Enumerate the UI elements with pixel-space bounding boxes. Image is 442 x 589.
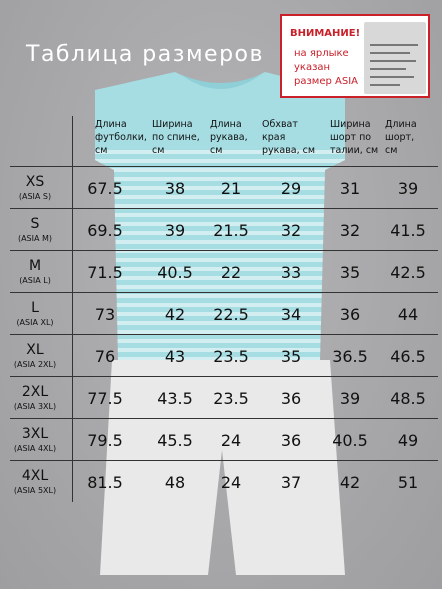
table-cell: 67.5: [87, 179, 123, 198]
table-cell: 42: [339, 473, 361, 492]
row-separator: [10, 460, 438, 461]
column-header-line: по спине,: [152, 132, 200, 143]
table-cell: 35: [339, 263, 361, 282]
table-cell: 24: [220, 431, 242, 450]
table-vertical-divider: [72, 116, 73, 502]
table-cell: 39: [164, 221, 186, 240]
asia-size-label: (ASIA XL): [16, 318, 54, 327]
table-cell: 39: [397, 179, 419, 198]
table-cell: 43.5: [157, 389, 193, 408]
asia-size-label: (ASIA 3XL): [13, 402, 57, 411]
shirt-stripe: [90, 168, 350, 172]
table-cell: 22: [220, 263, 242, 282]
table-cell: 76: [94, 347, 116, 366]
table-cell: 24: [220, 473, 242, 492]
row-separator: [10, 418, 438, 419]
asia-size-notice: [280, 14, 430, 98]
table-cell: 32: [339, 221, 361, 240]
row-separator: [10, 208, 438, 209]
table-cell: 42.5: [390, 263, 426, 282]
column-header-line: Обхват: [262, 119, 298, 130]
asia-size-label: (ASIA L): [19, 276, 51, 285]
table-cell: 73: [94, 305, 116, 324]
table-cell: 38: [164, 179, 186, 198]
column-header-line: края: [262, 132, 286, 143]
table-cell: 36: [280, 431, 302, 450]
table-cell: 21: [220, 179, 242, 198]
shirt-stripe: [90, 213, 350, 217]
size-label: 3XL: [21, 426, 49, 442]
size-label: XS: [25, 174, 45, 190]
shirt-stripe: [90, 258, 350, 262]
table-cell: 36: [280, 389, 302, 408]
table-cell: 31: [339, 179, 361, 198]
column-header-line: рукава, см: [262, 145, 316, 156]
page-title: Таблица размеров: [26, 42, 264, 67]
asia-size-label: (ASIA S): [18, 192, 52, 201]
table-cell: 36.5: [332, 347, 368, 366]
table-cell: 81.5: [87, 473, 123, 492]
asia-size-label: (ASIA 5XL): [13, 486, 57, 495]
notice-line: указан: [294, 62, 331, 73]
table-cell: 29: [280, 179, 302, 198]
table-cell: 77.5: [87, 389, 123, 408]
size-label: XL: [26, 342, 44, 358]
column-header-line: см: [210, 145, 223, 156]
column-header-line: Длина: [210, 119, 242, 130]
table-cell: 44: [397, 305, 419, 324]
column-header-line: талии, см: [330, 145, 379, 156]
shirt-stripe: [90, 240, 350, 244]
table-cell: 46.5: [390, 347, 426, 366]
column-header-line: шорт по: [330, 132, 372, 143]
table-cell: 48: [164, 473, 186, 492]
table-cell: 37: [280, 473, 302, 492]
size-label: 2XL: [21, 384, 49, 400]
column-header-line: см: [385, 145, 398, 156]
table-cell: 49: [397, 431, 419, 450]
table-cell: 42: [164, 305, 186, 324]
table-cell: 23.5: [213, 347, 249, 366]
row-separator: [10, 334, 438, 335]
asia-size-label: (ASIA 4XL): [13, 444, 57, 453]
asia-size-label: (ASIA M): [17, 234, 53, 243]
table-cell: 51: [397, 473, 419, 492]
table-cell: 34: [280, 305, 302, 324]
table-cell: 40.5: [332, 431, 368, 450]
column-header-line: рукава,: [210, 132, 248, 143]
column-header-line: Ширина: [330, 119, 371, 130]
size-label: L: [31, 300, 39, 316]
table-cell: 32: [280, 221, 302, 240]
notice-line: на ярлыке: [294, 48, 349, 59]
shirt-stripe: [90, 159, 350, 163]
table-cell: 43: [164, 347, 186, 366]
shirt-stripe: [90, 285, 350, 289]
row-separator: [10, 376, 438, 377]
table-cell: 41.5: [390, 221, 426, 240]
notice-heading: ВНИМАНИЕ!: [290, 28, 361, 39]
column-header-line: см: [152, 145, 165, 156]
column-header-line: футболки,: [95, 132, 147, 143]
column-header-line: Длина: [385, 119, 417, 130]
notice-line: размер ASIA: [294, 76, 358, 87]
asia-size-label: (ASIA 2XL): [13, 360, 57, 369]
table-cell: 21.5: [213, 221, 249, 240]
table-cell: 69.5: [87, 221, 123, 240]
row-separator: [10, 250, 438, 251]
table-cell: 35: [280, 347, 302, 366]
table-cell: 45.5: [157, 431, 193, 450]
table-cell: 71.5: [87, 263, 123, 282]
table-cell: 22.5: [213, 305, 249, 324]
column-header-line: шорт,: [385, 132, 415, 143]
shirt-stripe: [90, 294, 350, 298]
clothing-label-image: [364, 22, 426, 94]
row-separator: [10, 292, 438, 293]
table-cell: 48.5: [390, 389, 426, 408]
table-cell: 39: [339, 389, 361, 408]
column-header-line: Длина: [95, 119, 127, 130]
table-cell: 40.5: [157, 263, 193, 282]
table-cell: 23.5: [213, 389, 249, 408]
size-label: M: [28, 258, 42, 274]
size-label: S: [30, 216, 40, 232]
column-header-line: Ширина: [152, 119, 193, 130]
column-header-line: см: [95, 145, 108, 156]
size-label: 4XL: [21, 468, 49, 484]
table-cell: 79.5: [87, 431, 123, 450]
shirt-stripe: [90, 339, 350, 343]
row-separator: [10, 166, 438, 167]
table-cell: 36: [339, 305, 361, 324]
table-cell: 33: [280, 263, 302, 282]
